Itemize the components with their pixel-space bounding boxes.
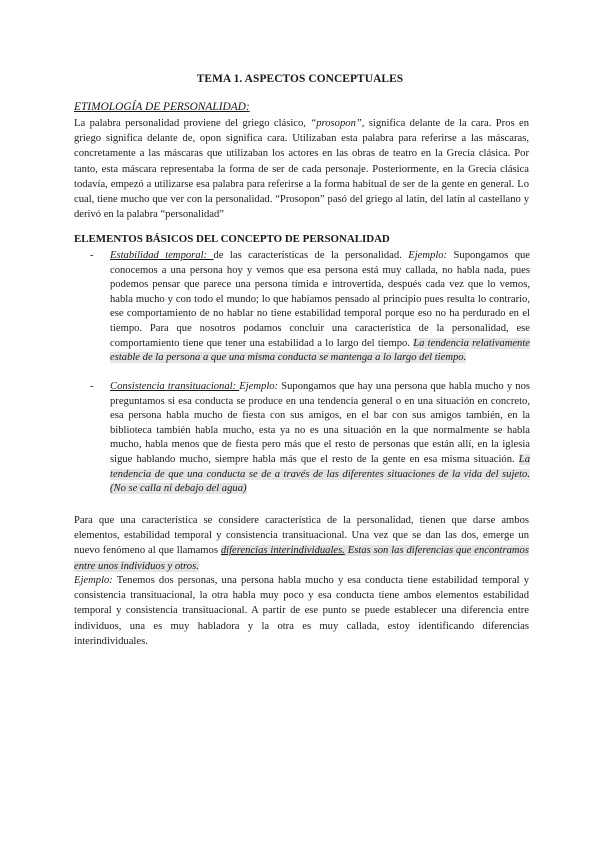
ejemplo-paragraph (74, 573, 529, 649)
page-title: TEMA 1. ASPECTOS CONCEPTUALES (196, 73, 404, 85)
list-bullet: - (90, 381, 94, 392)
section-heading-etimologia: ETIMOLOGÍA DE PERSONALIDAD: (74, 101, 250, 113)
definition-highlight: La tendencia relativamente estable de la persona a que una misma conducta se mantenga a lo largo del tiempo. (110, 337, 530, 364)
list-item-estabilidad (90, 249, 530, 366)
paragraph-text: , significa delante de la cara. Pros en griego significa delante de, opon significa cara. Utilizaban esta palabra para referirse a las máscaras, concretamente a las máscaras que utilizaban los actores en las obras de teatro en la Grecia clásica. Por tanto, esta máscara representaba la forma de ser de cada personaje. Posteriormente, en la Grecia clásica todavía, empezó a utilizarse esa palabra para referirse a la forma habitual de ser de la gente en general. Lo cual, tiene mucho que ver con la personalidad. “Prosopon” pasó del griego al latín, del latín al castellano y derivó en la palabra “personalidad” (74, 118, 529, 221)
definition-highlight: Estas son las diferencias que encontramos entre unos individuos y otros. (74, 545, 529, 572)
list-bullet: - (90, 250, 94, 261)
example-label: Ejemplo: (239, 381, 279, 392)
paragraph-text: Para que una característica se considere característica de la personalidad, tienen que darse ambos elementos, estabilidad temporal y consistencia transituacional. Una vez que se dan las dos, emerge un nuevo fenómeno al que llamamos (74, 515, 529, 557)
example-label: Ejemplo: (74, 575, 113, 586)
term-diferencias: diferencias interindividuales. (220, 545, 345, 557)
bullet-text: Supongamos que conocemos a una persona hoy y vemos que esa persona está muy callada, no habla nada, pues podemos pensar que parece una persona tímida e introvertida, después cada vez que lo vemos, habla mucho y con todo el mundo; lo que habíamos pensado al principio pues resulta lo contrario, ese comportamiento de no hablar no tiene estabilidad temporal porque eso no ha perdurado en el tiempo. Para que nosotros podamos concluir una característica de la personalidad, ese comportamiento tiene que tener una estabilidad a lo largo del tiempo. (110, 250, 530, 349)
bullet-text: de las características de la personalidad. (213, 250, 409, 261)
term-estabilidad: Estabilidad temporal: (110, 250, 214, 261)
diferencias-paragraph (74, 513, 529, 574)
paragraph-text: La palabra personalidad proviene del griego clásico, (74, 118, 311, 129)
definition-highlight: La tendencia de que una conducta se de a través de las diferentes situaciones de la vida del sujeto. (No se calla ni debajo del agua) (110, 453, 530, 495)
prosopon-term: “prosopon” (310, 118, 362, 129)
section-heading-elementos: ELEMENTOS BÁSICOS DEL CONCEPTO DE PERSONALIDAD (74, 233, 390, 245)
term-consistencia: Consistencia transituacional: (110, 381, 240, 392)
example-label: Ejemplo: (408, 250, 448, 261)
etimologia-paragraph (74, 116, 529, 222)
paragraph-text: Tenemos dos personas, una persona habla mucho y esa conducta tiene estabilidad temporal y consistencia transituacional, la otra habla muy poco y esa conducta tiene ambos elementos estabilidad temporal y consistencia transituacional. A partir de ese punto se puede establecer una diferencia entre individuos, una es muy habladora y la otra es muy callada, estoy identificando diferencias interindividuales. (74, 575, 529, 647)
bullet-text: Supongamos que hay una persona que habla mucho y nos preguntamos si esa conducta se produce en una tendencia general o en una situación en concreto, esa persona habla mucho de fiesta con sus amigos, en el bar con sus amigos también, en la biblioteca también habla mucho, esta ya no es una situación en la que normalmente se habla mucho, habla menos que de fiesta pero más que el resto de personas que están allí, en la iglesia sigue hablando mucho, siempre habla más que el resto de la gente en esa misma situación. (110, 381, 530, 465)
list-item-consistencia (90, 380, 530, 497)
